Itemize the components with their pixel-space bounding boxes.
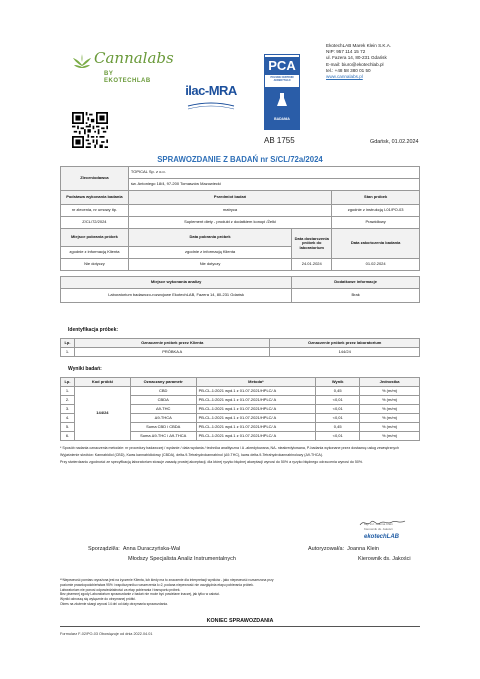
end-date-value: 01.02.2024 (332, 259, 420, 271)
table-cell: % (m/m) (360, 387, 420, 396)
table-cell: PB-CL-1:2021 wyd.1 z 01.07.2021/HPLC/ A (196, 387, 316, 396)
basis-label: Podstawa wykonania badania (61, 191, 129, 205)
prepared-role: Młodszy Specjalista Analiz Instrumentalnych (128, 556, 236, 562)
table-header: Wynik (316, 378, 360, 387)
method-notes (60, 446, 420, 467)
footnote-line: Bez pisemnej zgody Laboratorium sprawozdanie z badań nie może być powielane inaczej, jak tylko w całości. (60, 592, 220, 597)
divider (60, 626, 420, 627)
additional-info-value: Brak (292, 289, 420, 303)
company-line: EkotechLAB Marek Klein S.K.A. (326, 43, 392, 48)
footnote-line: Laboratorium nie ponosi odpowiedzialności za etap pobierania i transportu próbek. (60, 587, 181, 592)
collect-date-value: Nie dotyczy (128, 259, 291, 271)
ilac-mra-text: ilac-MRA (185, 83, 237, 98)
collect-place-label: Miejsce pobrania próbek (61, 229, 129, 247)
table-cell: 6. (61, 432, 75, 441)
ilac-mra-logo (182, 82, 240, 116)
table-cell: 0,45 (316, 423, 360, 432)
report-title: SPRAWOZDANIE Z BADAŃ nr S/CL/72a/2024 (157, 155, 323, 164)
results-heading: Wyniki badań: (68, 366, 102, 372)
form-identifier: Formularz F-02/PO-03 Obowiązuje od dnia 2022.04.01 (60, 632, 153, 636)
table-cell: 2. (61, 396, 75, 405)
table-header: Jednostka (360, 378, 420, 387)
qr-code-icon[interactable] (72, 112, 108, 148)
table-header-row (61, 378, 420, 387)
table-cell: 1. (61, 387, 75, 396)
table-cell: <0,01 (316, 405, 360, 414)
table-cell: 144/24 (270, 348, 420, 357)
identification-table (60, 338, 420, 357)
footnote-line: Okres na złożenie skargi wynosi 14 dni od daty otrzymania sprawozdania. (60, 601, 168, 606)
table-cell: PB-CL-1:2021 wyd.1 z 01.07.2021/HPLC/ A (196, 405, 316, 414)
table-header: Lp. (61, 378, 75, 387)
approved-label: Autoryzował/a: (308, 546, 345, 552)
additional-info-label: Dodatkowe informacje (292, 277, 420, 289)
pca-accreditation-badge (264, 54, 300, 130)
collect-date-hint: zgodnie z informacją Klienta (128, 247, 291, 259)
table-cell: 5. (61, 423, 75, 432)
stamp-name: Mgr inż. Joanna Klein (364, 522, 393, 526)
table-header: Oznaczany parametr (130, 378, 196, 387)
state-label: Stan próbek (332, 191, 420, 205)
table-header: Kod próbki (74, 378, 130, 387)
table-cell: Δ9-THC (130, 405, 196, 414)
table-header-row (61, 339, 420, 348)
issue-date: Gdańsk, 01.02.2024 (370, 139, 419, 145)
table-row (61, 348, 420, 357)
subject-label: Przedmiot badań (128, 191, 331, 205)
table-cell: CBD (130, 387, 196, 396)
company-line[interactable]: www.cannalabs.pl (326, 73, 363, 79)
subject-value: matryca (128, 205, 331, 217)
table-cell: Suma CBD i CBDA (130, 423, 196, 432)
cannabis-leaf-icon (72, 54, 92, 74)
table-header: Metoda* (196, 378, 316, 387)
cannalabs-logo (70, 40, 174, 88)
client-name: TOPICAL Sp. z o.o. (128, 167, 419, 179)
report-info-table (60, 166, 420, 303)
note: Przy stwierdzaniu zgodności ze specyfikacją laboratorium stosuje zasadę prostej akceptacji, dla której ryzyko błędnej akceptacji wynosi do 50% a ryzyko błędnego odrzucenia wynosi do 50%. (60, 460, 364, 465)
flask-icon (276, 92, 288, 108)
stamp-role: Kierownik ds. Jakości (364, 527, 393, 531)
footnote-line: poziomie prawdopodobieństwa 95% i współczynniku rozszerzenia k=2, podana niepewność nie uwzględnia etapu pobierania próbek. (60, 582, 254, 587)
footnote-line: Wyniki odnoszą się wyłącznie do otrzymanej próbki. (60, 597, 136, 602)
approved-name: Joanna Klein (347, 546, 379, 552)
table-cell: PB-CL-1:2021 wyd.1 z 01.07.2021/HPLC/ A (196, 396, 316, 405)
company-line: E-mail: biuro@ekotechlab.pl (326, 61, 384, 67)
analysis-place-value: Laboratorium badawczo-rozwojowe EkotechLAB, Fazera 14, 80-231 Gdańsk (61, 289, 292, 303)
product-description: Suplement diety - produkt z dodatkiem konopi /Żelki (128, 217, 331, 229)
table-cell: % (m/m) (360, 432, 420, 441)
table-cell: 4. (61, 414, 75, 423)
company-line: ul. Fazera 14, 80-231 Gdańsk (326, 55, 387, 61)
table-header: Lp. (61, 339, 75, 348)
end-date-label: Data zakończenia badania (332, 229, 420, 259)
analysis-place-label: Miejsce wykonania analizy (61, 277, 292, 289)
collect-place-hint: zgodnie z informacją Klienta (61, 247, 129, 259)
delivery-date-value: 24.01.2024 (292, 259, 332, 271)
note: Wyjaśnienie skrótów: Kannabidiol (CBD), Kwas kannabidiolowy (CBDA), delta-9-Tetrahydrokannabinol (Δ9-THC), kwas delta-9-Tetrahydrokannabinolowy (Δ9-THCA). (60, 453, 324, 458)
collect-date-label: Data pobrania próbek (128, 229, 291, 247)
state-result: Prawidłowy (332, 217, 420, 229)
footnote-line: **Niepewność pomiaru wyrażona jest na życzenie Klienta, lub kiedy ma to znaczenie dla interpretacji wyników - jako niepewność rozszerzona przy (60, 578, 274, 582)
basis-value: nr zlecenia, nr umowy itp. (61, 205, 129, 217)
table-cell: PB-CL-1:2021 wyd.1 z 01.07.2021/HPLC/ A (196, 423, 316, 432)
pca-letters: PCA (265, 57, 299, 75)
logo-wordmark: Cannalabs (94, 49, 174, 67)
table-row (61, 387, 420, 396)
state-value: zgodnie z instrukcją I-01/PO-03 (332, 205, 420, 217)
approved-by (308, 546, 379, 552)
table-cell: PB-CL-1:2021 wyd.1 z 01.07.2021/HPLC/ A (196, 432, 316, 441)
report-end: KONIEC SPRAWOZDANIA (206, 618, 274, 624)
prepared-by (88, 546, 180, 552)
table-cell: % (m/m) (360, 414, 420, 423)
ilac-globe-icon (186, 102, 236, 112)
sample-code: 144/24 (74, 387, 130, 441)
table-cell: <0,01 (316, 396, 360, 405)
delivery-date-label: Data dostarczenia próbek do laboratorium (292, 229, 332, 259)
company-line: tel.: +48 58 380 01 50 (326, 67, 371, 73)
table-cell: <0,01 (316, 414, 360, 423)
table-cell: % (m/m) (360, 405, 420, 414)
table-header: Oznaczenie próbek przez Klienta (74, 339, 269, 348)
pca-name: POLSKIE CENTRUM AKREDYTACJI (270, 76, 294, 82)
logo-subtitle: BY EKOTECHLAB (104, 71, 151, 84)
footnotes (60, 578, 420, 607)
table-cell: CBDA (130, 396, 196, 405)
table-cell: Δ9-THCA (130, 414, 196, 423)
table-cell: PRÓBKA A (74, 348, 269, 357)
table-cell: Suma Δ9-THC i Δ9-THCA (130, 432, 196, 441)
table-cell: % (m/m) (360, 396, 420, 405)
table-cell: 0,45 (316, 387, 360, 396)
results-table (60, 377, 420, 441)
prepared-name: Anna Duraczyńska-Wal (122, 546, 181, 552)
company-line: NIP: 957 114 15 72 (326, 49, 366, 55)
company-info (326, 43, 466, 80)
order-number: Z/CL/72/2024 (61, 217, 129, 229)
stamp-logo: ekotechLAB (364, 534, 400, 540)
accreditation-number: AB 1755 (264, 136, 295, 145)
client-label: Zleceniodawca (61, 167, 129, 191)
table-cell: 1. (61, 348, 75, 357)
approved-role: Kierownik ds. Jakości (358, 556, 411, 562)
identification-heading: Identyfikacja próbek: (68, 327, 119, 333)
table-cell: 3. (61, 405, 75, 414)
prepared-label: Sporządził/a: (88, 546, 120, 552)
table-cell: % (m/m) (360, 423, 420, 432)
note: * Sposób nadania oznaczenia metodzie: nr procedury badawczej / wydanie / data wydania / technika analityczna / A -akredytowana, NA- nieakredytowana, P-badania wykonane przez dostawcę usług zewnętrznych (60, 446, 400, 450)
client-address: św. Antoniego 18/4, 97-200 Tomaszów Mazowiecki (128, 179, 419, 191)
table-header: Oznaczenie próbek przez laboratorium (270, 339, 420, 348)
table-cell: <0,01 (316, 432, 360, 441)
table-cell: PB-CL-1:2021 wyd.1 z 01.07.2021/HPLC/ A (196, 414, 316, 423)
collect-place-value: Nie dotyczy (61, 259, 129, 271)
pca-badania: BADANIA (274, 117, 290, 121)
